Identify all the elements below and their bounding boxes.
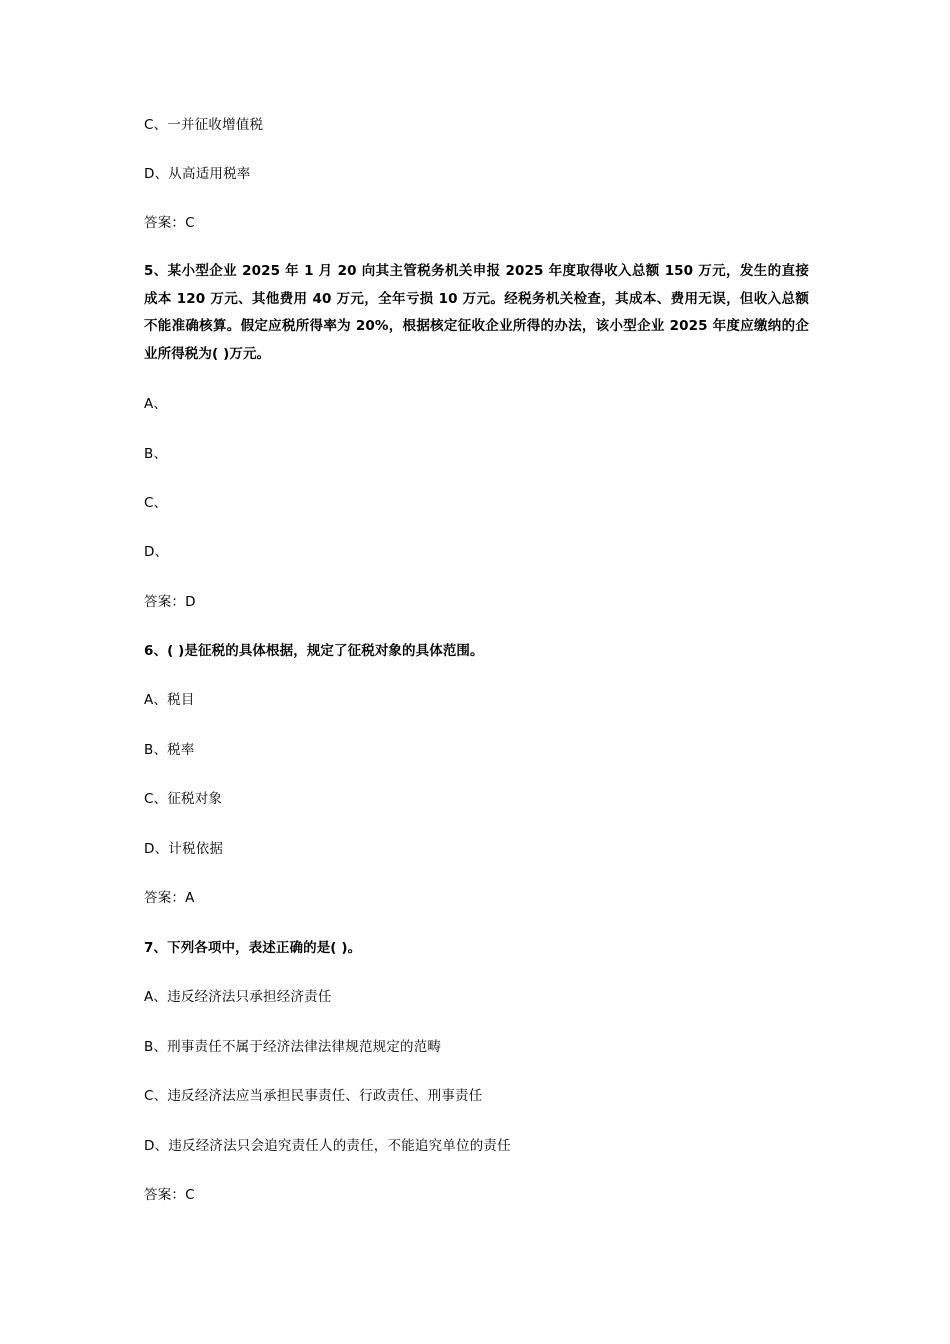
question-6-title: 6、( )是征税的具体根据，规定了征税对象的具体范围。 — [144, 643, 484, 659]
answer: 答案：C — [144, 215, 195, 231]
option-c: C、征税对象 — [144, 791, 223, 807]
option-d: D、 — [144, 544, 169, 560]
question-5-title: 5、某小型企业 2025 年 1 月 20 向其主管税务机关申报 2025 年度取得收入总额 150 万元，发生的直接成本 120 万元、其他费用 40 万元，全年亏损 10 万元。经税务机关检查，其成本、费用无误，但收入总额不能准确核算。假定应税所得率为 20%，根据核定征收企业所得的办法，该小型企业 2025 年度应缴纳的企业所得税为( )万元。 — [144, 263, 809, 362]
option-a: A、 — [144, 396, 168, 412]
option-c: C、 — [144, 495, 168, 511]
option-a: A、税目 — [144, 692, 195, 708]
question-7-title: 7、下列各项中，表述正确的是( )。 — [144, 940, 362, 956]
option-b: B、 — [144, 446, 168, 462]
answer: 答案：D — [144, 594, 196, 610]
option-b: B、刑事责任不属于经济法律法律规范规定的范畴 — [144, 1039, 442, 1055]
option-a: A、违反经济法只承担经济责任 — [144, 989, 332, 1005]
option-d: D、从高适用税率 — [144, 166, 251, 182]
option-d: D、违反经济法只会追究责任人的责任，不能追究单位的责任 — [144, 1138, 511, 1154]
option-c: C、一并征收增值税 — [144, 117, 264, 133]
answer: 答案：C — [144, 1187, 195, 1203]
answer: 答案：A — [144, 890, 195, 906]
option-b: B、税率 — [144, 742, 195, 758]
option-c: C、违反经济法应当承担民事责任、行政责任、刑事责任 — [144, 1088, 483, 1104]
option-d: D、计税依据 — [144, 841, 224, 857]
